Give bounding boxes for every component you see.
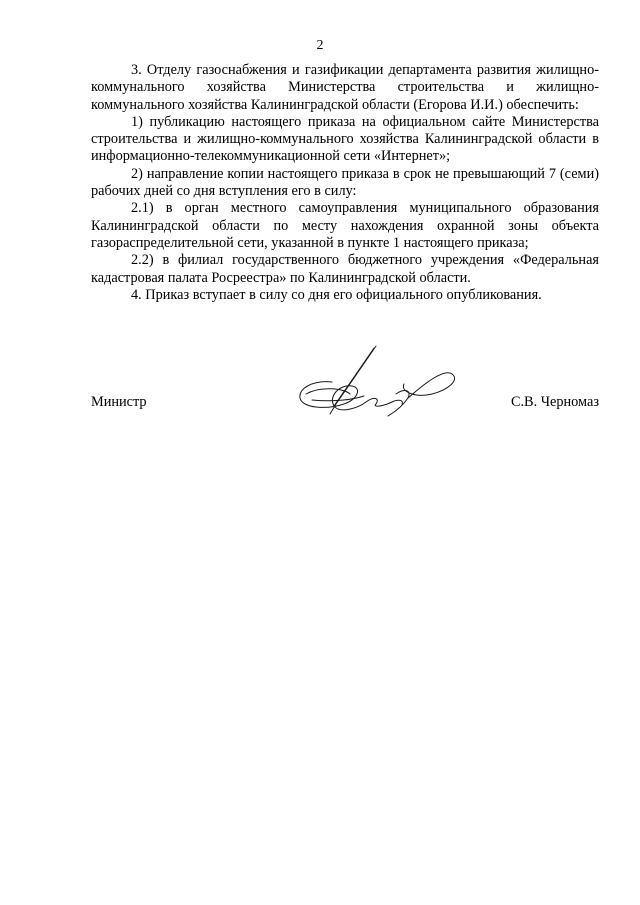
paragraph-3-2-1: 2.1) в орган местного самоуправления муниципального образования Калининградской области по месту нахождения охранной зоны объекта газораспределительной сети, указанной в пункте 1 настоящего приказа; bbox=[91, 200, 599, 251]
paragraph-3: 3. Отделу газоснабжения и газификации департамента развития жилищно-коммунального хозяйства Министерства строительства и жилищно-коммунального хозяйства Калининградской области (Егорова И.И.) обеспечить: bbox=[91, 62, 599, 113]
document-body bbox=[91, 62, 599, 304]
paragraph-4: 4. Приказ вступает в силу со дня его официального опубликования. bbox=[131, 286, 542, 303]
paragraph-3-2-2: 2.2) в филиал государственного бюджетного учреждения «Федеральная кадастровая палата Росреестра» по Калининградской области. bbox=[91, 252, 599, 286]
signer-role: Министр bbox=[91, 394, 147, 410]
page-number: 2 bbox=[316, 38, 324, 53]
signer-name: С.В. Черномаз bbox=[510, 394, 599, 410]
signature-block bbox=[0, 392, 640, 442]
handwritten-signature bbox=[292, 344, 462, 422]
paragraph-3-1: 1) публикацию настоящего приказа на официальном сайте Министерства строительства и жилищно-коммунального хозяйства Калининградской области в информационно-телекоммуникационной сети «Интернет»; bbox=[91, 113, 599, 165]
paragraph-3-2: 2) направление копии настоящего приказа в срок не превышающий 7 (семи) рабочих дней со дня вступления его в силу: bbox=[91, 165, 599, 200]
